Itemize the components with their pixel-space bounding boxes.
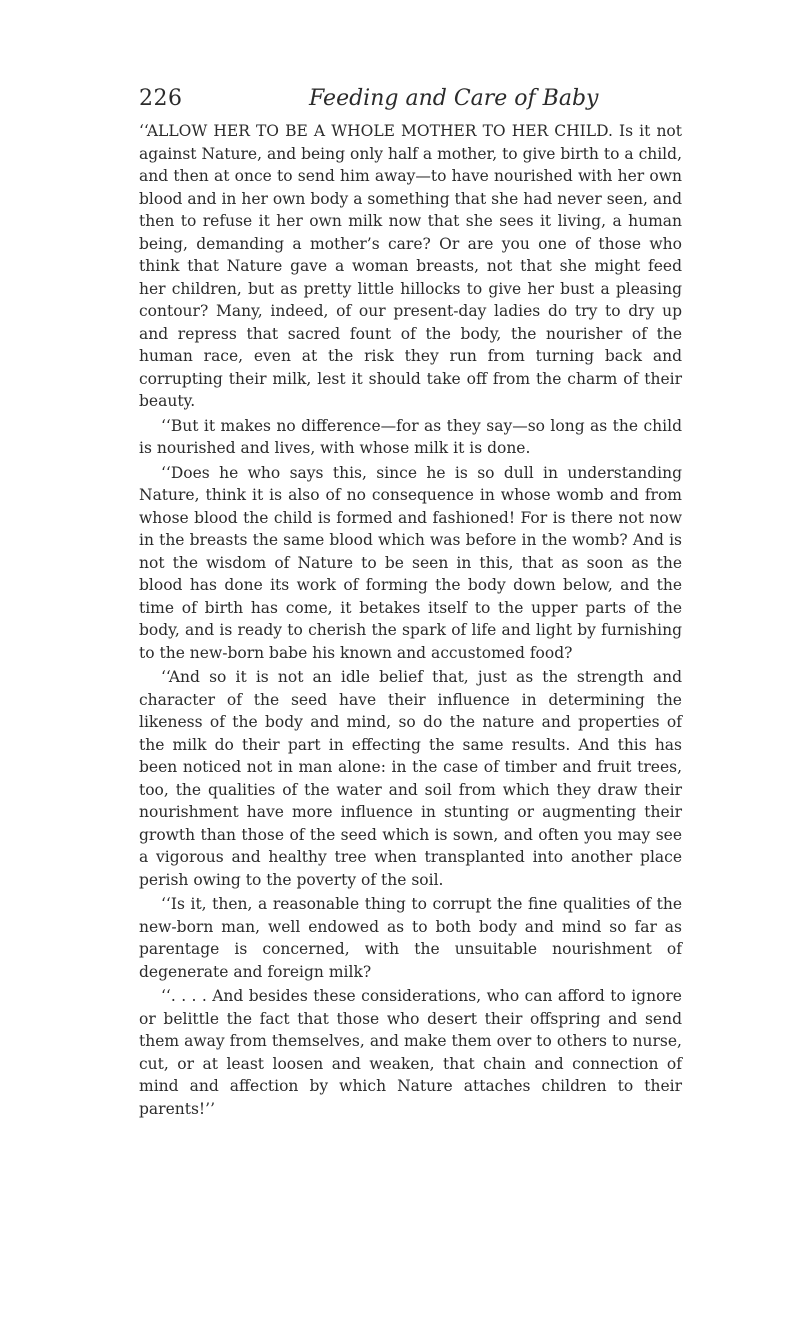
paragraph: ‘‘ALLOW HER TO BE A WHOLE MOTHER TO HER CHILD. Is it not against Nature, and being only half a mother, to give birth to a child, and then at once to send him away—to have nourished with her own blood and in her own body a something that she had never seen, and then to refuse it her own milk now that she sees it living, a human being, demanding a mother’s care? Or are you one of those who think that Nature gave a woman breasts, not that she might feed her children, but as pretty little hillocks to give her bust a pleasing contour? Many, indeed, of our present-day ladies do try to dry up and repress that sacred fount of the body, the nourisher of the human race, even at the risk they run from turning back and corrupting their milk, lest it should take off from the charm of their beauty. bbox=[139, 122, 682, 410]
body-text bbox=[139, 120, 682, 1122]
paragraph: ‘‘But it makes no difference—for as they say—so long as the child is nourished and lives, with whose milk it is done. bbox=[139, 416, 682, 457]
page-number: 226 bbox=[139, 86, 183, 111]
running-head: Feeding and Care of Baby bbox=[309, 86, 599, 111]
paragraph: ‘‘Does he who says this, since he is so dull in understanding Nature, think it is also of no consequence in whose womb and from whose blood the child is formed and fashioned! For is there not now in the breasts the same blood which was before in the womb? And is not the wisdom of Nature to be seen in this, that as soon as the blood has done its work of forming the body down below, and the time of birth has come, it betakes itself to the upper parts of the body, and is ready to cherish the spark of life and light by furnishing to the new-born babe his known and accustomed food? bbox=[139, 463, 682, 662]
paragraph: ‘‘And so it is not an idle belief that, just as the strength and character of the seed have their influence in determining the likeness of the body and mind, so do the nature and properties of the milk do their part in effecting the same results. And this has been noticed not in man alone: in the case of timber and fruit trees, too, the qualities of the water and soil from which they draw their nourishment have more influence in stunting or augmenting their growth than those of the seed which is sown, and often you may see a vigorous and healthy tree when transplanted into another place perish owing to the poverty of the soil. bbox=[139, 668, 682, 889]
paragraph: ‘‘Is it, then, a reasonable thing to corrupt the fine qualities of the new-born man, well endowed as to both body and mind so far as parentage is concerned, with the unsuitable nourishment of degenerate and foreign milk? bbox=[139, 895, 682, 981]
paragraph: ‘‘. . . . And besides these considerations, who can afford to ignore or belittle the fact that those who desert their offspring and send them away from themselves, and make them over to others to nurse, cut, or at least loosen and weaken, that chain and connection of mind and affection by which Nature attaches children to their parents!’’ bbox=[139, 987, 682, 1118]
